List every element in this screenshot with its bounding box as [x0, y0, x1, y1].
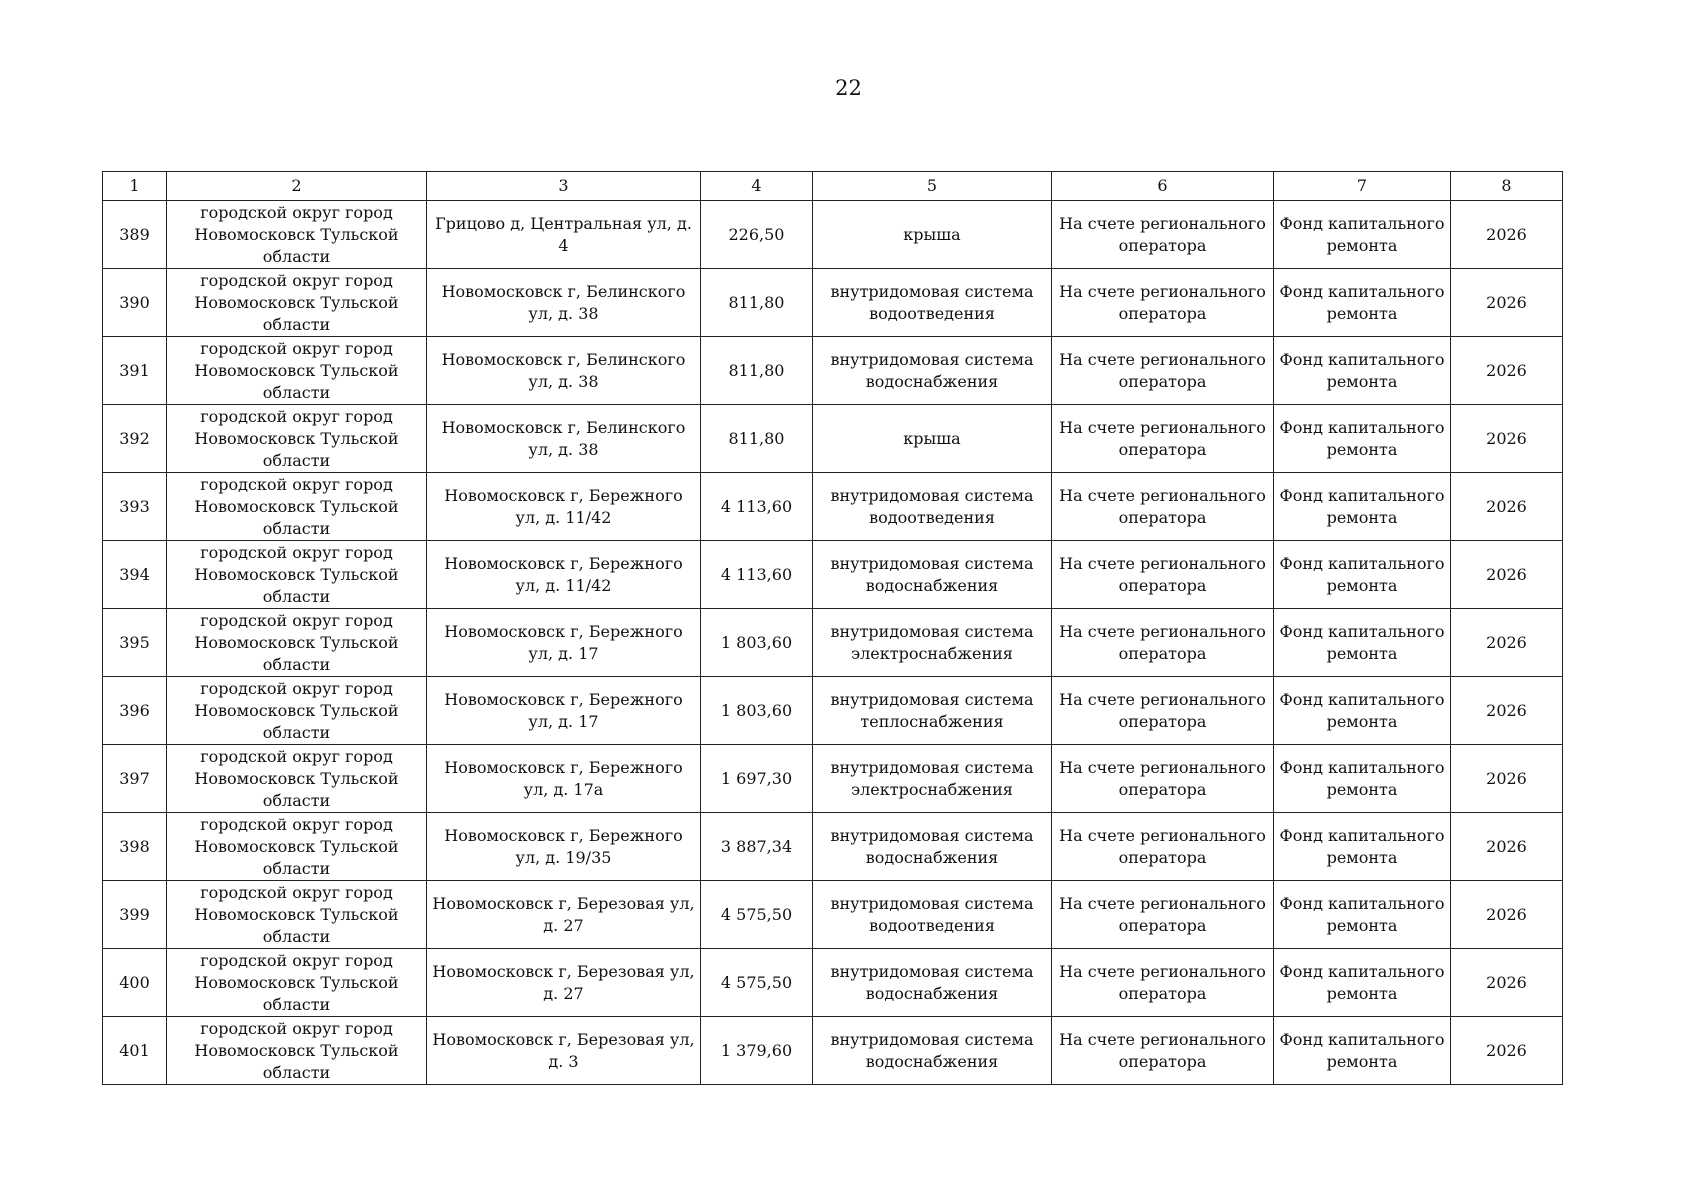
cell-repair-type: внутридомовая система водоотведения: [813, 269, 1052, 337]
cell-operator: Фонд капитального ремонта: [1274, 881, 1451, 949]
table-header: [103, 172, 1563, 201]
cell-year: 2026: [1451, 949, 1563, 1017]
table-row: [103, 1017, 1563, 1085]
cell-year: 2026: [1451, 609, 1563, 677]
cell-row-number: 389: [103, 201, 167, 269]
cell-row-number: 397: [103, 745, 167, 813]
cell-row-number: 399: [103, 881, 167, 949]
cell-municipality: городской округ город Новомосковск Тульской области: [167, 1017, 427, 1085]
cell-repair-type: внутридомовая система водоснабжения: [813, 541, 1052, 609]
cell-address: Новомосковск г, Бережного ул, д. 17а: [427, 745, 701, 813]
cell-year: 2026: [1451, 337, 1563, 405]
cell-row-number: 400: [103, 949, 167, 1017]
cell-operator: Фонд капитального ремонта: [1274, 201, 1451, 269]
cell-municipality: городской округ город Новомосковск Тульской области: [167, 337, 427, 405]
cell-operator: Фонд капитального ремонта: [1274, 813, 1451, 881]
cell-fund-method: На счете регионального оператора: [1052, 337, 1274, 405]
cell-address: Новомосковск г, Бережного ул, д. 19/35: [427, 813, 701, 881]
cell-repair-type: внутридомовая система электроснабжения: [813, 745, 1052, 813]
cell-fund-method: На счете регионального оператора: [1052, 745, 1274, 813]
cell-address: Новомосковск г, Белинского ул, д. 38: [427, 405, 701, 473]
cell-fund-method: На счете регионального оператора: [1052, 541, 1274, 609]
table-row: [103, 541, 1563, 609]
cell-year: 2026: [1451, 473, 1563, 541]
cell-address: Новомосковск г, Бережного ул, д. 11/42: [427, 541, 701, 609]
cell-operator: Фонд капитального ремонта: [1274, 949, 1451, 1017]
cell-address: Новомосковск г, Бережного ул, д. 17: [427, 677, 701, 745]
cell-year: 2026: [1451, 541, 1563, 609]
table-row: [103, 473, 1563, 541]
cell-row-number: 401: [103, 1017, 167, 1085]
cell-row-number: 392: [103, 405, 167, 473]
cell-operator: Фонд капитального ремонта: [1274, 1017, 1451, 1085]
cell-row-number: 390: [103, 269, 167, 337]
cell-fund-method: На счете регионального оператора: [1052, 609, 1274, 677]
page-number: 22: [835, 76, 862, 100]
cell-area: 4 113,60: [701, 541, 813, 609]
cell-area: 4 113,60: [701, 473, 813, 541]
cell-address: Новомосковск г, Березовая ул, д. 27: [427, 949, 701, 1017]
cell-municipality: городской округ город Новомосковск Тульской области: [167, 473, 427, 541]
cell-row-number: 398: [103, 813, 167, 881]
cell-area: 3 887,34: [701, 813, 813, 881]
cell-operator: Фонд капитального ремонта: [1274, 269, 1451, 337]
cell-operator: Фонд капитального ремонта: [1274, 405, 1451, 473]
cell-operator: Фонд капитального ремонта: [1274, 609, 1451, 677]
table-body: [103, 201, 1563, 1085]
table-row: [103, 405, 1563, 473]
cell-year: 2026: [1451, 677, 1563, 745]
cell-repair-type: крыша: [813, 201, 1052, 269]
table-row: [103, 881, 1563, 949]
cell-municipality: городской округ город Новомосковск Тульской области: [167, 609, 427, 677]
cell-repair-type: внутридомовая система водоотведения: [813, 473, 1052, 541]
cell-address: Грицово д, Центральная ул, д. 4: [427, 201, 701, 269]
cell-row-number: 396: [103, 677, 167, 745]
table-row: [103, 337, 1563, 405]
table-row: [103, 949, 1563, 1017]
cell-repair-type: внутридомовая система теплоснабжения: [813, 677, 1052, 745]
cell-fund-method: На счете регионального оператора: [1052, 949, 1274, 1017]
cell-row-number: 393: [103, 473, 167, 541]
table-row: [103, 609, 1563, 677]
cell-year: 2026: [1451, 269, 1563, 337]
cell-area: 4 575,50: [701, 881, 813, 949]
cell-fund-method: На счете регионального оператора: [1052, 201, 1274, 269]
cell-year: 2026: [1451, 201, 1563, 269]
cell-fund-method: На счете регионального оператора: [1052, 881, 1274, 949]
cell-fund-method: На счете регионального оператора: [1052, 473, 1274, 541]
cell-operator: Фонд капитального ремонта: [1274, 677, 1451, 745]
cell-area: 4 575,50: [701, 949, 813, 1017]
cell-municipality: городской округ город Новомосковск Тульской области: [167, 269, 427, 337]
cell-fund-method: На счете регионального оператора: [1052, 269, 1274, 337]
cell-operator: Фонд капитального ремонта: [1274, 337, 1451, 405]
cell-year: 2026: [1451, 813, 1563, 881]
column-header-2: 2: [167, 172, 427, 201]
cell-repair-type: внутридомовая система водоснабжения: [813, 813, 1052, 881]
cell-repair-type: внутридомовая система электроснабжения: [813, 609, 1052, 677]
table-row: [103, 269, 1563, 337]
cell-area: 1 803,60: [701, 677, 813, 745]
table-row: [103, 745, 1563, 813]
cell-municipality: городской округ город Новомосковск Тульской области: [167, 541, 427, 609]
cell-fund-method: На счете регионального оператора: [1052, 677, 1274, 745]
cell-address: Новомосковск г, Белинского ул, д. 38: [427, 337, 701, 405]
cell-repair-type: внутридомовая система водоотведения: [813, 881, 1052, 949]
cell-area: 811,80: [701, 269, 813, 337]
column-header-7: 7: [1274, 172, 1451, 201]
cell-repair-type: внутридомовая система водоснабжения: [813, 1017, 1052, 1085]
cell-address: Новомосковск г, Белинского ул, д. 38: [427, 269, 701, 337]
cell-repair-type: внутридомовая система водоснабжения: [813, 949, 1052, 1017]
cell-municipality: городской округ город Новомосковск Тульской области: [167, 949, 427, 1017]
cell-municipality: городской округ город Новомосковск Тульской области: [167, 201, 427, 269]
table-row: [103, 201, 1563, 269]
cell-year: 2026: [1451, 1017, 1563, 1085]
column-header-1: 1: [103, 172, 167, 201]
cell-row-number: 395: [103, 609, 167, 677]
cell-operator: Фонд капитального ремонта: [1274, 745, 1451, 813]
cell-municipality: городской округ город Новомосковск Тульской области: [167, 881, 427, 949]
cell-year: 2026: [1451, 881, 1563, 949]
cell-municipality: городской округ город Новомосковск Тульской области: [167, 745, 427, 813]
header-row: [103, 172, 1563, 201]
table-row: [103, 813, 1563, 881]
cell-row-number: 391: [103, 337, 167, 405]
cell-operator: Фонд капитального ремонта: [1274, 473, 1451, 541]
cell-operator: Фонд капитального ремонта: [1274, 541, 1451, 609]
cell-municipality: городской округ город Новомосковск Тульской области: [167, 677, 427, 745]
column-header-6: 6: [1052, 172, 1274, 201]
cell-repair-type: внутридомовая система водоснабжения: [813, 337, 1052, 405]
cell-area: 1 803,60: [701, 609, 813, 677]
cell-area: 811,80: [701, 337, 813, 405]
cell-fund-method: На счете регионального оператора: [1052, 405, 1274, 473]
cell-municipality: городской округ город Новомосковск Тульской области: [167, 813, 427, 881]
cell-address: Новомосковск г, Березовая ул, д. 27: [427, 881, 701, 949]
table-row: [103, 677, 1563, 745]
cell-area: 1 697,30: [701, 745, 813, 813]
cell-fund-method: На счете регионального оператора: [1052, 1017, 1274, 1085]
cell-row-number: 394: [103, 541, 167, 609]
registry-table: [102, 171, 1563, 1085]
column-header-8: 8: [1451, 172, 1563, 201]
column-header-3: 3: [427, 172, 701, 201]
cell-address: Новомосковск г, Бережного ул, д. 17: [427, 609, 701, 677]
cell-address: Новомосковск г, Березовая ул, д. 3: [427, 1017, 701, 1085]
cell-year: 2026: [1451, 405, 1563, 473]
cell-area: 1 379,60: [701, 1017, 813, 1085]
cell-area: 226,50: [701, 201, 813, 269]
cell-repair-type: крыша: [813, 405, 1052, 473]
cell-area: 811,80: [701, 405, 813, 473]
cell-address: Новомосковск г, Бережного ул, д. 11/42: [427, 473, 701, 541]
column-header-4: 4: [701, 172, 813, 201]
cell-fund-method: На счете регионального оператора: [1052, 813, 1274, 881]
column-header-5: 5: [813, 172, 1052, 201]
cell-municipality: городской округ город Новомосковск Тульской области: [167, 405, 427, 473]
cell-year: 2026: [1451, 745, 1563, 813]
